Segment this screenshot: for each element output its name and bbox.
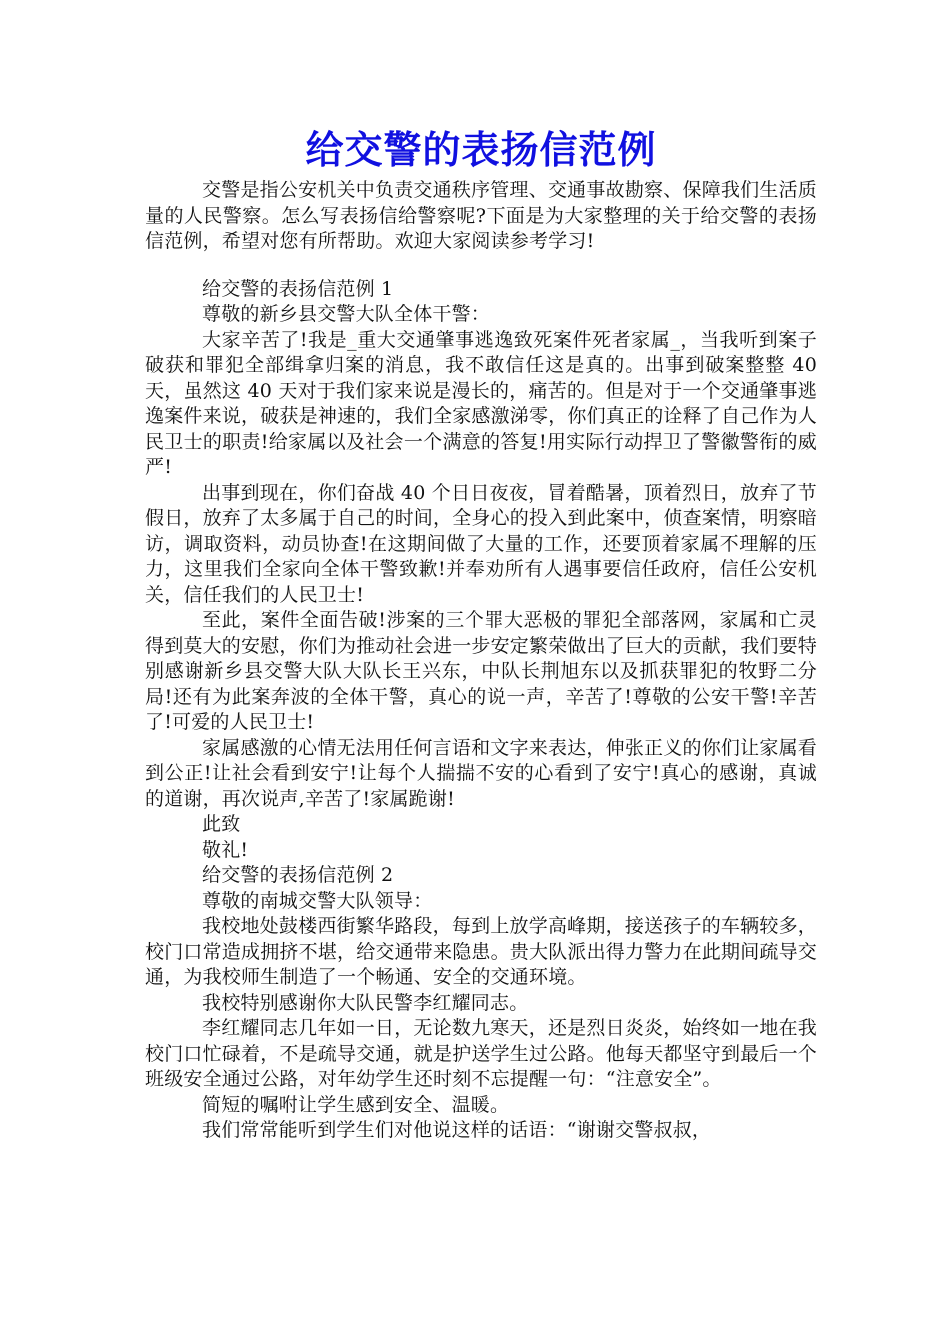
example1-closing-1: 此致: [202, 813, 241, 835]
example2-salutation: 尊敬的南城交警大队领导：: [202, 889, 433, 912]
intro-paragraph: 交警是指公安机关中负责交通秩序管理、交通事故勘察、保障我们生活质量的人民警察。怎么写表扬信给警察呢?下面是为大家整理的关于给交警的表扬信范例，希望对您有所帮助。欢迎大家阅读参考学习!: [145, 179, 817, 252]
example1-heading: 给交警的表扬信范例 1: [202, 277, 394, 300]
example2-paragraph: 我校特别感谢你大队民警李红耀同志。: [202, 991, 529, 1014]
example2-paragraph: 我校地处鼓楼西街繁华路段，每到上放学高峰期，接送孩子的车辆较多，校门口常造成拥挤不堪，给交通带来隐患。贵大队派出得力警力在此期间疏导交通，为我校师生制造了一个畅通、安全的交通环境。: [145, 915, 818, 988]
example2-paragraph: 李红耀同志几年如一日，无论数九寒天，还是烈日炎炎，始终如一地在我校门口忙碌着，不是疏导交通，就是护送学生过公路。他每天都坚守到最后一个班级安全通过公路，对年幼学生还时刻不忘提醒一句：“注意安全”。: [145, 1017, 818, 1090]
example1-closing-2: 敬礼!: [202, 838, 249, 861]
example1-paragraph: 至此，案件全面告破!涉案的三个罪大恶极的罪犯全部落网，家属和亡灵得到莫大的安慰，你们为推动社会进一步安定繁荣做出了巨大的贡献，我们要特别感谢新乡县交警大队大队长王兴东，中队长荆旭东以及抓获罪犯的牧野二分局!还有为此案奔波的全体干警，真心的说一声，辛苦了!尊敬的公安干警!辛苦了!可爱的人民卫士!: [145, 609, 818, 733]
document-page: [145, 122, 817, 1144]
example2-paragraph: 简短的嘱咐让学生感到安全、温暖。: [202, 1093, 510, 1116]
example1-paragraph: 大家辛苦了!我是_重大交通肇事逃逸致死案件死者家属_，当我听到案子破获和罪犯全部缉拿归案的消息，我不敢信任这是真的。出事到破案整整 40 天，虽然这 40 天对于我们家来说是漫长的，痛苦的。但是对于一个交通肇事逃逸案件来说，破获是神速的，我们全家感激涕零，你们真正的诠释了自己作为人民卫士的职责!给家属以及社会一个满意的答复!用实际行动捍卫了警徽警衔的威严!: [145, 328, 818, 478]
document-title: 给交警的表扬信范例: [305, 128, 657, 172]
example1-paragraph: 出事到现在，你们奋战 40 个日日夜夜，冒着酷暑，顶着烈日，放弃了节假日，放弃了太多属于自己的时间，全身心的投入到此案中，侦查案情，明察暗访，调取资料，动员协查!在这期间做了大量的工作，还要顶着家属不理解的压力，这里我们全家向全体干警致歉!并奉劝所有人遇事要信任政府，信任公安机关，信任我们的人民卫士!: [145, 481, 818, 606]
example2-heading: 给交警的表扬信范例 2: [202, 864, 394, 886]
paragraph-gap: [145, 255, 817, 277]
example1-salutation: 尊敬的新乡县交警大队全体干警：: [202, 303, 491, 325]
example1-paragraph: 家属感激的心情无法用任何言语和文字来表达，伸张正义的你们让家属看到公正!让社会看到安宁!让每个人揣揣不安的心看到了安宁!真心的感谢，真诚的道谢，再次说声,辛苦了!家属跪谢!: [145, 736, 817, 810]
example2-paragraph: 我们常常能听到学生们对他说这样的话语：“谢谢交警叔叔，: [202, 1119, 712, 1141]
